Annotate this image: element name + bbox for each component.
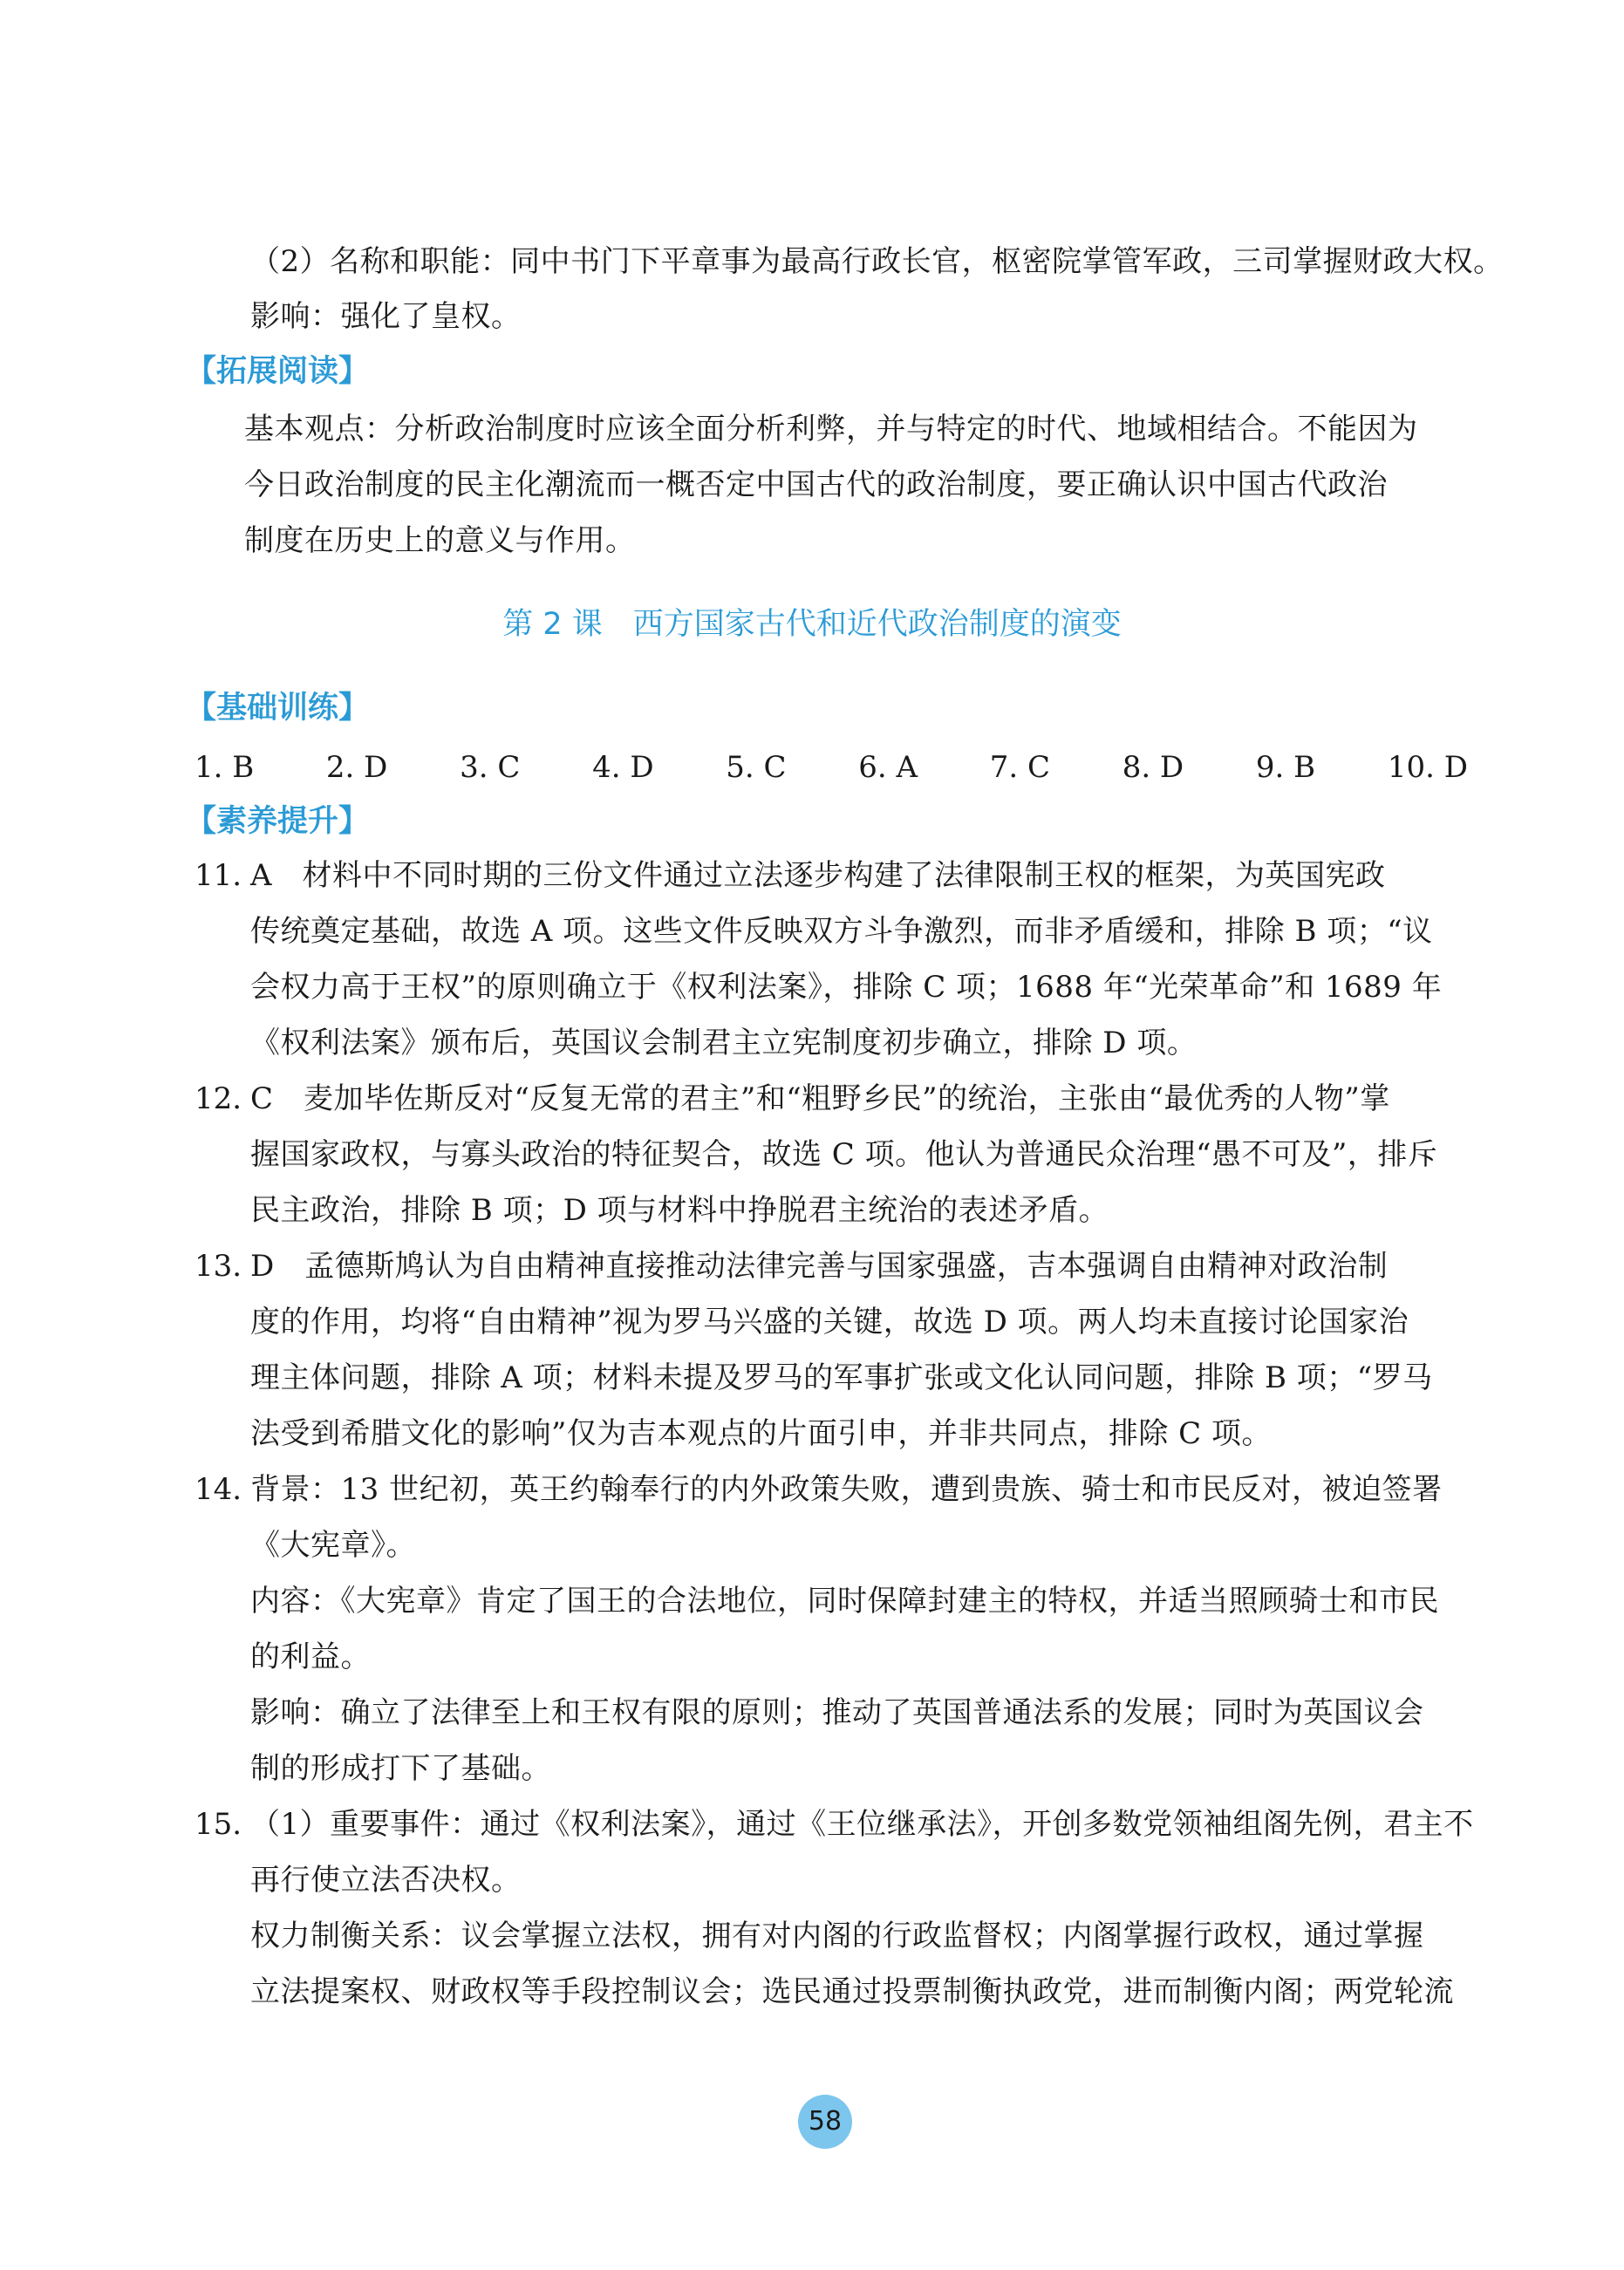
q2-answer-line-1: （2）名称和职能：同中书门下平章事为最高行政长官，枢密院掌管军政，三司掌握财政大权。 <box>250 244 1504 279</box>
q12-line-3: 民主政治，排除 B 项；D 项与材料中挣脱君主统治的表述矛盾。 <box>250 1193 1109 1228</box>
q14-number: 14. <box>194 1472 242 1507</box>
page-number-badge: 58 <box>798 2095 852 2149</box>
q15-line-4: 立法提案权、财政权等手段控制议会；选民通过投票制衡执政党，进而制衡内阁；两党轮流 <box>250 1974 1454 2009</box>
answer-item: 9. B <box>1255 750 1316 785</box>
q2-answer-line-2: 影响：强化了皇权。 <box>250 299 522 334</box>
q13-line-1: D 孟德斯鸠认为自由精神直接推动法律完善与国家强盛，吉本强调自由精神对政治制 <box>250 1249 1389 1284</box>
q15-number: 15. <box>194 1807 242 1842</box>
q14-line-5: 影响：确立了法律至上和王权有限的原则；推动了英国普通法系的发展；同时为英国议会 <box>250 1695 1424 1730</box>
q11-line-1: A 材料中不同时期的三份文件通过立法逐步构建了法律限制王权的框架，为英国宪政 <box>250 858 1386 893</box>
extended-reading-heading: 【拓展阅读】 <box>186 354 370 389</box>
q12-number: 12. <box>194 1081 242 1116</box>
q15-line-2: 再行使立法否决权。 <box>250 1863 522 1898</box>
q13-line-2: 度的作用，均将“自由精神”视为罗马兴盛的关键，故选 D 项。两人均未直接讨论国家治 <box>250 1305 1409 1340</box>
answer-item: 8. D <box>1122 750 1184 785</box>
extended-reading-line-3: 制度在历史上的意义与作用。 <box>244 523 636 558</box>
q13-line-4: 法受到希腊文化的影响”仅为吉本观点的片面引申，并非共同点，排除 C 项。 <box>250 1416 1273 1451</box>
answer-item: 4. D <box>592 750 654 785</box>
lesson-title: 第 2 课 西方国家古代和近代政治制度的演变 <box>502 607 1122 642</box>
extended-reading-line-2: 今日政治制度的民主化潮流而一概否定中国古代的政治制度，要正确认识中国古代政治 <box>244 467 1388 502</box>
q11-number: 11. <box>194 858 242 893</box>
answer-item: 10. D <box>1387 750 1468 785</box>
answer-item: 3. C <box>460 750 521 785</box>
q14-line-3: 内容：《大宪章》肯定了国王的合法地位，同时保障封建主的特权，并适当照顾骑士和市民 <box>250 1584 1439 1619</box>
q14-line-6: 制的形成打下了基础。 <box>250 1751 551 1786</box>
q11-line-2: 传统奠定基础，故选 A 项。这些文件反映双方斗争激烈，而非矛盾缓和，排除 B 项；“议 <box>250 914 1433 949</box>
basic-training-heading: 【基础训练】 <box>186 691 370 726</box>
q12-line-1: C 麦加毕佐斯反对“反复无常的君主”和“粗野乡民”的统治，主张由“最优秀的人物”掌 <box>250 1081 1390 1116</box>
literacy-heading: 【素养提升】 <box>186 804 370 839</box>
q15-line-3: 权力制衡关系：议会掌握立法权，拥有对内阁的行政监督权；内阁掌握行政权，通过掌握 <box>250 1919 1424 1953</box>
q11-line-3: 会权力高于王权”的原则确立于《权利法案》，排除 C 项；1688 年“光荣革命”和 1689 年 <box>250 970 1443 1005</box>
q11-line-4: 《权利法案》颁布后，英国议会制君主立宪制度初步确立，排除 D 项。 <box>250 1026 1198 1060</box>
answer-item: 6. A <box>858 750 918 785</box>
q14-line-2: 《大宪章》。 <box>250 1528 416 1563</box>
basic-training-answers <box>194 746 1468 788</box>
q12-line-2: 握国家政权，与寡头政治的特征契合，故选 C 项。他认为普通民众治理“愚不可及”，排斥 <box>250 1137 1438 1172</box>
q14-line-1: 背景：13 世纪初，英王约翰奉行的内外政策失败，遭到贵族、骑士和市民反对，被迫签署 <box>250 1472 1443 1507</box>
q13-number: 13. <box>194 1249 242 1284</box>
answer-item: 2. D <box>325 750 388 785</box>
answer-item: 5. C <box>726 750 787 785</box>
extended-reading-line-1: 基本观点：分析政治制度时应该全面分析利弊，并与特定的时代、地域相结合。不能因为 <box>244 412 1418 447</box>
q14-line-4: 的利益。 <box>250 1639 371 1674</box>
q13-line-3: 理主体问题，排除 A 项；材料未提及罗马的军事扩张或文化认同问题，排除 B 项；“罗马 <box>250 1360 1433 1395</box>
q15-line-1: （1）重要事件：通过《权利法案》，通过《王位继承法》，开创多数党领袖组阁先例，君主不 <box>250 1807 1474 1842</box>
answer-item: 1. B <box>194 750 255 785</box>
answer-item: 7. C <box>989 750 1050 785</box>
